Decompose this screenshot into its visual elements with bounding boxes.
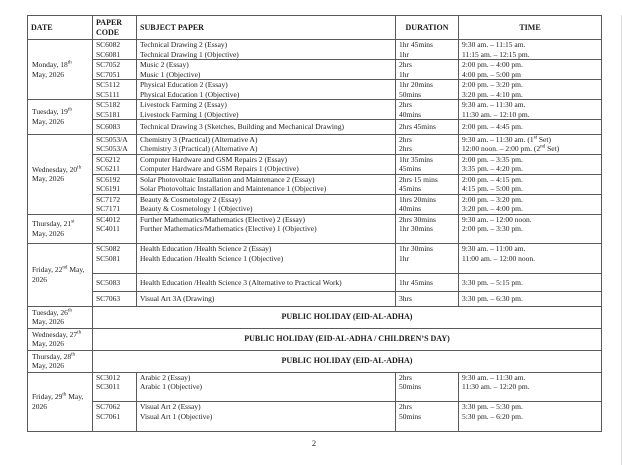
- time-cell: 3:30 pm. – 5:30 pm.: [459, 402, 602, 412]
- paper-code-cell: SC5112: [93, 80, 137, 90]
- document-page: [0, 15, 622, 465]
- date-cell: [28, 214, 93, 244]
- subject-cell: Chemistry 3 (Practical) (Alternative A): [137, 134, 396, 144]
- date-line: May, 2026: [32, 317, 65, 326]
- subject-cell: Further Mathematics/Mathematics (Elective) 1 (Objective): [137, 224, 396, 234]
- table-row: [28, 244, 602, 254]
- subject-cell: Visual Art 2 (Essay): [137, 402, 396, 412]
- empty-cell: [396, 392, 459, 402]
- table-row: [28, 164, 602, 174]
- paper-code-cell: SC6082: [93, 40, 137, 50]
- date-line: Friday, 29th May,: [32, 391, 84, 401]
- table-row: [28, 50, 602, 60]
- date-cell: [28, 134, 93, 214]
- date-line: 2026: [32, 401, 47, 411]
- header-row: [28, 16, 602, 40]
- duration-cell: 2hrs: [396, 144, 459, 154]
- date-line: Thursday, 21st: [32, 218, 75, 229]
- paper-code-cell: SC3012: [93, 372, 137, 382]
- table-row: [28, 120, 602, 135]
- duration-cell: 1hr: [396, 50, 459, 60]
- subject-cell: Technical Drawing 1 (Objective): [137, 50, 396, 60]
- holiday-cell: PUBLIC HOLIDAY (EID-AL-ADHA): [93, 306, 602, 328]
- duration-cell: 2hrs: [396, 134, 459, 144]
- empty-cell: [459, 421, 602, 431]
- time-cell: 2:00 pm. – 3:20 pm.: [459, 194, 602, 204]
- time-cell: 4:00 pm. – 5:00 pm: [459, 70, 602, 80]
- table-row: [28, 214, 602, 224]
- subject-cell: Livestock Farming 1 (Objective): [137, 110, 396, 120]
- duration-cell: 2hrs: [396, 372, 459, 382]
- time-cell: 11:15 am. – 12:15 pm.: [459, 50, 602, 60]
- paper-code-cell: SC5082: [93, 244, 137, 254]
- subject-cell: Further Mathematics/Mathematics (Elective) 2 (Essay): [137, 214, 396, 224]
- table-row: [28, 224, 602, 234]
- table-row: [28, 60, 602, 70]
- subject-cell: Computer Hardware and GSM Repairs 1 (Objective): [137, 164, 396, 174]
- subject-cell: Beauty & Cosmetology 2 (Essay): [137, 194, 396, 204]
- time-cell: 2:00 pm. – 3:35 pm.: [459, 154, 602, 164]
- paper-code-cell: SC7061: [93, 412, 137, 422]
- subject-cell: Visual Art 3A (Drawing): [137, 292, 396, 307]
- date-line: May, 2026: [32, 361, 65, 370]
- time-cell: 9:30 am. – 11:00 am.: [459, 244, 602, 254]
- paper-code-cell: SC6083: [93, 120, 137, 135]
- duration-cell: 1hr: [396, 70, 459, 80]
- paper-code-cell: SC6192: [93, 174, 137, 184]
- table-row: [28, 100, 602, 110]
- spacer-row: [28, 263, 602, 273]
- duration-cell: 1hr 30mins: [396, 224, 459, 234]
- date-cell: [28, 100, 93, 135]
- paper-code-cell: SC7062: [93, 402, 137, 412]
- table-row: [28, 70, 602, 80]
- subject-cell: Solar Photovoltaic Installation and Maintenance 1 (Objective): [137, 184, 396, 194]
- paper-code-cell: SC7172: [93, 194, 137, 204]
- holiday-cell: PUBLIC HOLIDAY (EID-AL-ADHA / CHILDREN’S DAY): [93, 328, 602, 350]
- empty-cell: [396, 421, 459, 431]
- empty-cell: [396, 263, 459, 273]
- spacer-row: [28, 234, 602, 244]
- paper-code-cell: SC7063: [93, 292, 137, 307]
- duration-cell: 1hrs 20mins: [396, 194, 459, 204]
- time-cell: 3:30 pm. – 5:15 pm.: [459, 273, 602, 292]
- empty-cell: [459, 263, 602, 273]
- time-cell: 11:30 am. – 12:10 pm.: [459, 110, 602, 120]
- paper-code-cell: SC5182: [93, 100, 137, 110]
- subject-cell: Technical Drawing 2 (Essay): [137, 40, 396, 50]
- table-row: [28, 402, 602, 412]
- duration-cell: 1hr 45mins: [396, 40, 459, 50]
- duration-cell: 45mins: [396, 184, 459, 194]
- empty-cell: [93, 234, 137, 244]
- duration-cell: 2hrs: [396, 402, 459, 412]
- duration-cell: 2hrs 15 mins: [396, 174, 459, 184]
- table-row: [28, 273, 602, 292]
- table-row: [28, 80, 602, 90]
- time-cell: 3:20 pm. – 4:10 pm.: [459, 90, 602, 100]
- time-cell: 11:00 am. – 12:00 noon.: [459, 254, 602, 264]
- empty-cell: [459, 392, 602, 402]
- holiday-cell: PUBLIC HOLIDAY (EID-AL-ADHA): [93, 350, 602, 372]
- duration-cell: 1hr: [396, 254, 459, 264]
- paper-code-cell: SC7171: [93, 204, 137, 214]
- date-line: May, 2026: [32, 174, 65, 183]
- table-row: [28, 292, 602, 307]
- subject-cell: Health Education /Health Science 1 (Objective): [137, 254, 396, 264]
- paper-code-cell: SC5111: [93, 90, 137, 100]
- empty-cell: [459, 234, 602, 244]
- duration-cell: 50mins: [396, 382, 459, 392]
- time-cell: 2:00 pm. – 3:30 pm.: [459, 224, 602, 234]
- time-cell: 9:30 am. – 11:30 am.: [459, 372, 602, 382]
- spacer-row: [28, 421, 602, 431]
- subject-cell: Solar Photovoltaic Installation and Maintenance 2 (Essay): [137, 174, 396, 184]
- subject-cell: Health Education /Health Science 2 (Essay): [137, 244, 396, 254]
- paper-code-cell: SC5053/A: [93, 144, 137, 154]
- date-line: May, 2026: [32, 339, 65, 348]
- spacer-row: [28, 392, 602, 402]
- empty-cell: [137, 392, 396, 402]
- timetable-header: [28, 16, 602, 40]
- time-cell: 2:00 pm. – 3:20 pm.: [459, 80, 602, 90]
- time-cell: 2:00 pm. – 4:00 pm.: [459, 60, 602, 70]
- date-line: May, 2026: [32, 69, 65, 79]
- table-row: [28, 144, 602, 154]
- date-cell: [28, 244, 93, 307]
- empty-cell: [137, 263, 396, 273]
- time-cell: 11:30 am. – 12:20 pm.: [459, 382, 602, 392]
- paper-code-cell: SC6211: [93, 164, 137, 174]
- table-row: [28, 40, 602, 50]
- paper-code-cell: SC3011: [93, 382, 137, 392]
- empty-cell: [93, 421, 137, 431]
- duration-cell: 3hrs: [396, 292, 459, 307]
- table-row: [28, 174, 602, 184]
- time-cell: 12:00 noon. – 2:00 pm. (2nd Set): [459, 144, 602, 154]
- paper-code-cell: SC4011: [93, 224, 137, 234]
- subject-cell: Computer Hardware and GSM Repairs 2 (Essay): [137, 154, 396, 164]
- column-header-subject: SUBJECT PAPER: [137, 16, 396, 40]
- table-row: [28, 372, 602, 382]
- table-row: [28, 134, 602, 144]
- table-row: [28, 382, 602, 392]
- holiday-row: [28, 306, 602, 328]
- time-cell: 2:00 pm. – 4:15 pm.: [459, 174, 602, 184]
- duration-cell: 1hr 45mins: [396, 273, 459, 292]
- duration-cell: 1hr 35mins: [396, 154, 459, 164]
- empty-cell: [137, 234, 396, 244]
- subject-cell: Chemistry 3 (Practical) (Alternative A): [137, 144, 396, 154]
- empty-cell: [396, 234, 459, 244]
- paper-code-cell: SC5083: [93, 273, 137, 292]
- time-cell: 2:00 pm. – 4:45 pm.: [459, 120, 602, 135]
- date-line: Thursday, 28th: [32, 351, 76, 361]
- date-line: Tuesday, 19th: [32, 106, 72, 117]
- table-row: [28, 254, 602, 264]
- duration-cell: 50mins: [396, 90, 459, 100]
- column-header-date: DATE: [28, 16, 93, 40]
- table-row: [28, 184, 602, 194]
- empty-cell: [93, 392, 137, 402]
- table-row: [28, 412, 602, 422]
- table-row: [28, 90, 602, 100]
- paper-code-cell: SC5081: [93, 254, 137, 264]
- date-cell: [28, 306, 93, 328]
- date-cell: [28, 328, 93, 350]
- duration-cell: 40mins: [396, 110, 459, 120]
- paper-code-cell: SC6191: [93, 184, 137, 194]
- time-cell: 9:30 am. – 11:15 am.: [459, 40, 602, 50]
- table-row: [28, 204, 602, 214]
- timetable-body: [28, 40, 602, 432]
- paper-code-cell: SC4012: [93, 214, 137, 224]
- date-line: Wednesday, 20th: [32, 164, 82, 174]
- date-line: Friday, 22nd May,: [32, 264, 85, 275]
- time-cell: 3:30 pm. – 6:30 pm.: [459, 292, 602, 307]
- date-line: Monday, 18th: [32, 59, 72, 69]
- duration-cell: 1hr 20mins: [396, 80, 459, 90]
- subject-cell: Arabic 1 (Objective): [137, 382, 396, 392]
- date-cell: [28, 350, 93, 372]
- paper-code-cell: SC7051: [93, 70, 137, 80]
- duration-cell: 40mins: [396, 204, 459, 214]
- subject-cell: Music 2 (Essay): [137, 60, 396, 70]
- duration-cell: 2hrs 45mins: [396, 120, 459, 135]
- subject-cell: Health Education /Health Science 3 (Alternative to Practical Work): [137, 273, 396, 292]
- table-row: [28, 154, 602, 164]
- date-line: May, 2026: [32, 116, 65, 126]
- page-number: 2: [311, 437, 317, 448]
- duration-cell: 2hrs: [396, 100, 459, 110]
- duration-cell: 50mins: [396, 412, 459, 422]
- subject-cell: Livestock Farming 2 (Essay): [137, 100, 396, 110]
- table-row: [28, 194, 602, 204]
- date-cell: [28, 372, 93, 431]
- duration-cell: 1hr 30mins: [396, 244, 459, 254]
- holiday-row: [28, 350, 602, 372]
- table-row: [28, 110, 602, 120]
- time-cell: 9:30 am. – 12:00 noon.: [459, 214, 602, 224]
- subject-cell: Physical Education 2 (Essay): [137, 80, 396, 90]
- date-line: May, 2026: [32, 228, 65, 238]
- subject-cell: Arabic 2 (Essay): [137, 372, 396, 382]
- paper-code-cell: SC5181: [93, 110, 137, 120]
- subject-cell: Technical Drawing 3 (Sketches, Building and Mechanical Drawing): [137, 120, 396, 135]
- empty-cell: [137, 421, 396, 431]
- subject-cell: Visual Art 1 (Objective): [137, 412, 396, 422]
- time-cell: 5:30 pm. – 6:20 pm.: [459, 412, 602, 422]
- paper-code-cell: SC7052: [93, 60, 137, 70]
- duration-cell: 2hrs: [396, 60, 459, 70]
- column-header-time: TIME: [459, 16, 602, 40]
- paper-code-cell: SC6212: [93, 154, 137, 164]
- date-line: Tuesday, 26th: [32, 307, 72, 317]
- column-header-duration: DURATION: [396, 16, 459, 40]
- duration-cell: 45mins: [396, 164, 459, 174]
- paper-code-cell: SC6081: [93, 50, 137, 60]
- holiday-row: [28, 328, 602, 350]
- subject-cell: Physical Education 1 (Objective): [137, 90, 396, 100]
- duration-cell: 2hrs 30mins: [396, 214, 459, 224]
- exam-timetable: [27, 15, 602, 432]
- time-cell: 9:30 am. – 11:30 am.: [459, 100, 602, 110]
- time-cell: 9:30 am. – 11:30 am. (1st Set): [459, 134, 602, 144]
- time-cell: 3:20 pm. – 4:00 pm.: [459, 204, 602, 214]
- date-line: Wednesday, 27th: [32, 329, 82, 339]
- empty-cell: [93, 263, 137, 273]
- subject-cell: Music 1 (Objective): [137, 70, 396, 80]
- time-cell: 4:15 pm. – 5:00 pm.: [459, 184, 602, 194]
- paper-code-cell: SC5053/A: [93, 134, 137, 144]
- column-header-paper-code: PAPER CODE: [93, 16, 137, 40]
- date-line: 2026: [32, 274, 47, 284]
- date-cell: [28, 40, 93, 100]
- time-cell: 3:35 pm. – 4:20 pm.: [459, 164, 602, 174]
- subject-cell: Beauty & Cosmetology 1 (Objective): [137, 204, 396, 214]
